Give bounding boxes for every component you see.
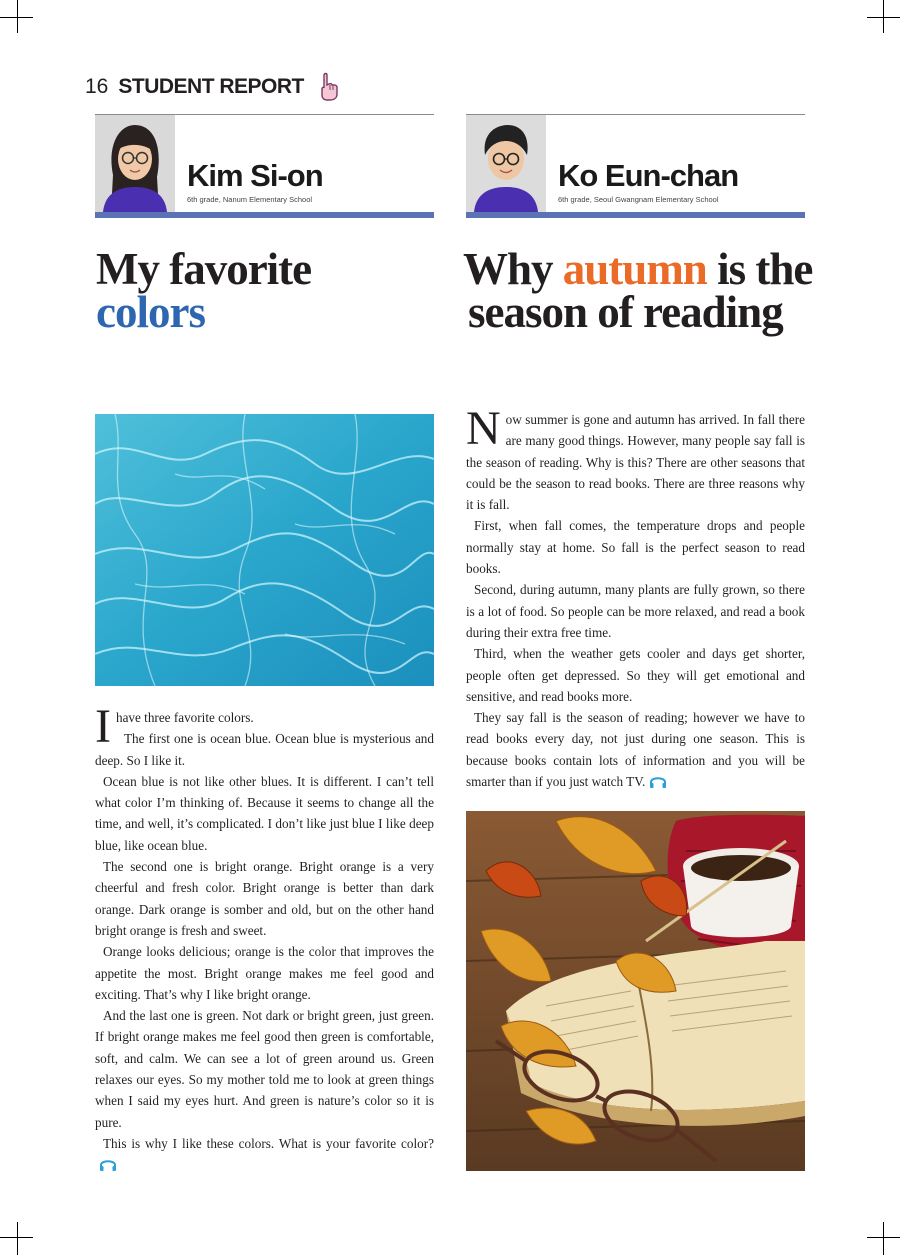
- author-photo: [466, 115, 546, 212]
- ocean-water-image: [95, 414, 434, 686]
- crop-mark: [17, 0, 18, 33]
- paragraph: First, when fall comes, the temperature drops and people normally stay at home. So fall is the perfect season to read books.: [466, 518, 805, 577]
- crop-mark: [883, 0, 884, 33]
- author-card: [95, 114, 434, 218]
- paragraph-text: They say fall is the season of reading; however we have to read books every day, not just during one season. This is because books contain lots of information and you will be smarter than if you just watch TV.: [466, 710, 805, 790]
- paragraph: Ocean blue is not like other blues. It is different. I can’t tell what color I’m thinking of. Because it seems to change all the time, and well, it’s complicated. I don’t like just blue I like deep blue, like ocean blue.: [95, 773, 434, 853]
- headphones-icon: [649, 774, 667, 788]
- drop-cap: I: [95, 700, 111, 753]
- article-title: [96, 244, 312, 337]
- page-number: 16: [85, 75, 109, 98]
- article-title: [463, 244, 813, 337]
- paragraph: Second, during autumn, many plants are fully grown, so there is a lot of food. So people can be more relaxed, and read a book during their extra free time.: [466, 582, 805, 640]
- author-name: Kim Si-on: [187, 158, 323, 193]
- drop-cap: N: [466, 402, 501, 455]
- title-text: Why: [463, 244, 563, 294]
- author-school: 6th grade, Seoul Gwangnam Elementary School: [558, 195, 719, 204]
- paragraph-text: This is why I like these colors. What is your favorite color?: [103, 1135, 434, 1151]
- autumn-book-image: [466, 811, 805, 1171]
- author-school: 6th grade, Nanum Elementary School: [187, 195, 313, 204]
- title-highlight: colors: [96, 287, 205, 337]
- paragraph: [466, 402, 805, 515]
- paragraph: And the last one is green. Not dark or bright green, just green. If bright orange makes me feel good then green is comfortable, soft, and calm. We can see a lot of green around us. Green relaxes our eyes. So my mother told me to look at green things when I said my eyes hurt. And green is nature’s color so it is pure.: [95, 1008, 434, 1130]
- paragraph-text: have three favorite colors.: [115, 710, 254, 725]
- title-line: [463, 244, 813, 294]
- paragraph: The first one is ocean blue. Ocean blue is mysterious and deep. So I like it.: [95, 731, 434, 768]
- crop-mark: [17, 1222, 18, 1255]
- author-photo: [95, 115, 175, 212]
- paragraph: Third, when the weather gets cooler and days get shorter, people often get depressed. So they will get emotional and sensitive, and read books more.: [466, 646, 805, 704]
- section-title: STUDENT REPORT: [118, 75, 304, 98]
- article-body: [95, 700, 434, 1176]
- headphones-icon: [99, 1157, 117, 1171]
- paragraph: Orange looks delicious; orange is the color that improves the appetite the most. Bright orange makes me feel good and exciting. That’s why I like bright orange.: [95, 944, 434, 1002]
- page-header: [85, 72, 340, 102]
- paragraph: The second one is bright orange. Bright orange is a very cheerful and fresh color. Bright orange is better than dark orange. Dark orange is somber and old, but on the other hand bright orange is fresh and sweet.: [95, 859, 434, 938]
- title-line: My favorite: [96, 244, 312, 294]
- article-body: [466, 402, 805, 792]
- title-text: is the: [706, 244, 813, 294]
- author-name: Ko Eun-chan: [558, 158, 739, 193]
- title-highlight: autumn: [562, 244, 707, 294]
- paragraph: [95, 1133, 434, 1176]
- pointing-hand-icon: [318, 72, 340, 102]
- author-bar: [95, 212, 434, 218]
- crop-mark: [883, 1222, 884, 1255]
- paragraph: [466, 707, 805, 792]
- author-bar: [466, 212, 805, 218]
- title-line: season of reading: [468, 287, 783, 337]
- author-card: [466, 114, 805, 218]
- paragraph-text: ow summer is gone and autumn has arrived. In fall there are many good things. However, many people say fall is the season of reading. Why is this? There are other seasons that could be the season to read books. There are three reasons why it is fall.: [466, 412, 805, 513]
